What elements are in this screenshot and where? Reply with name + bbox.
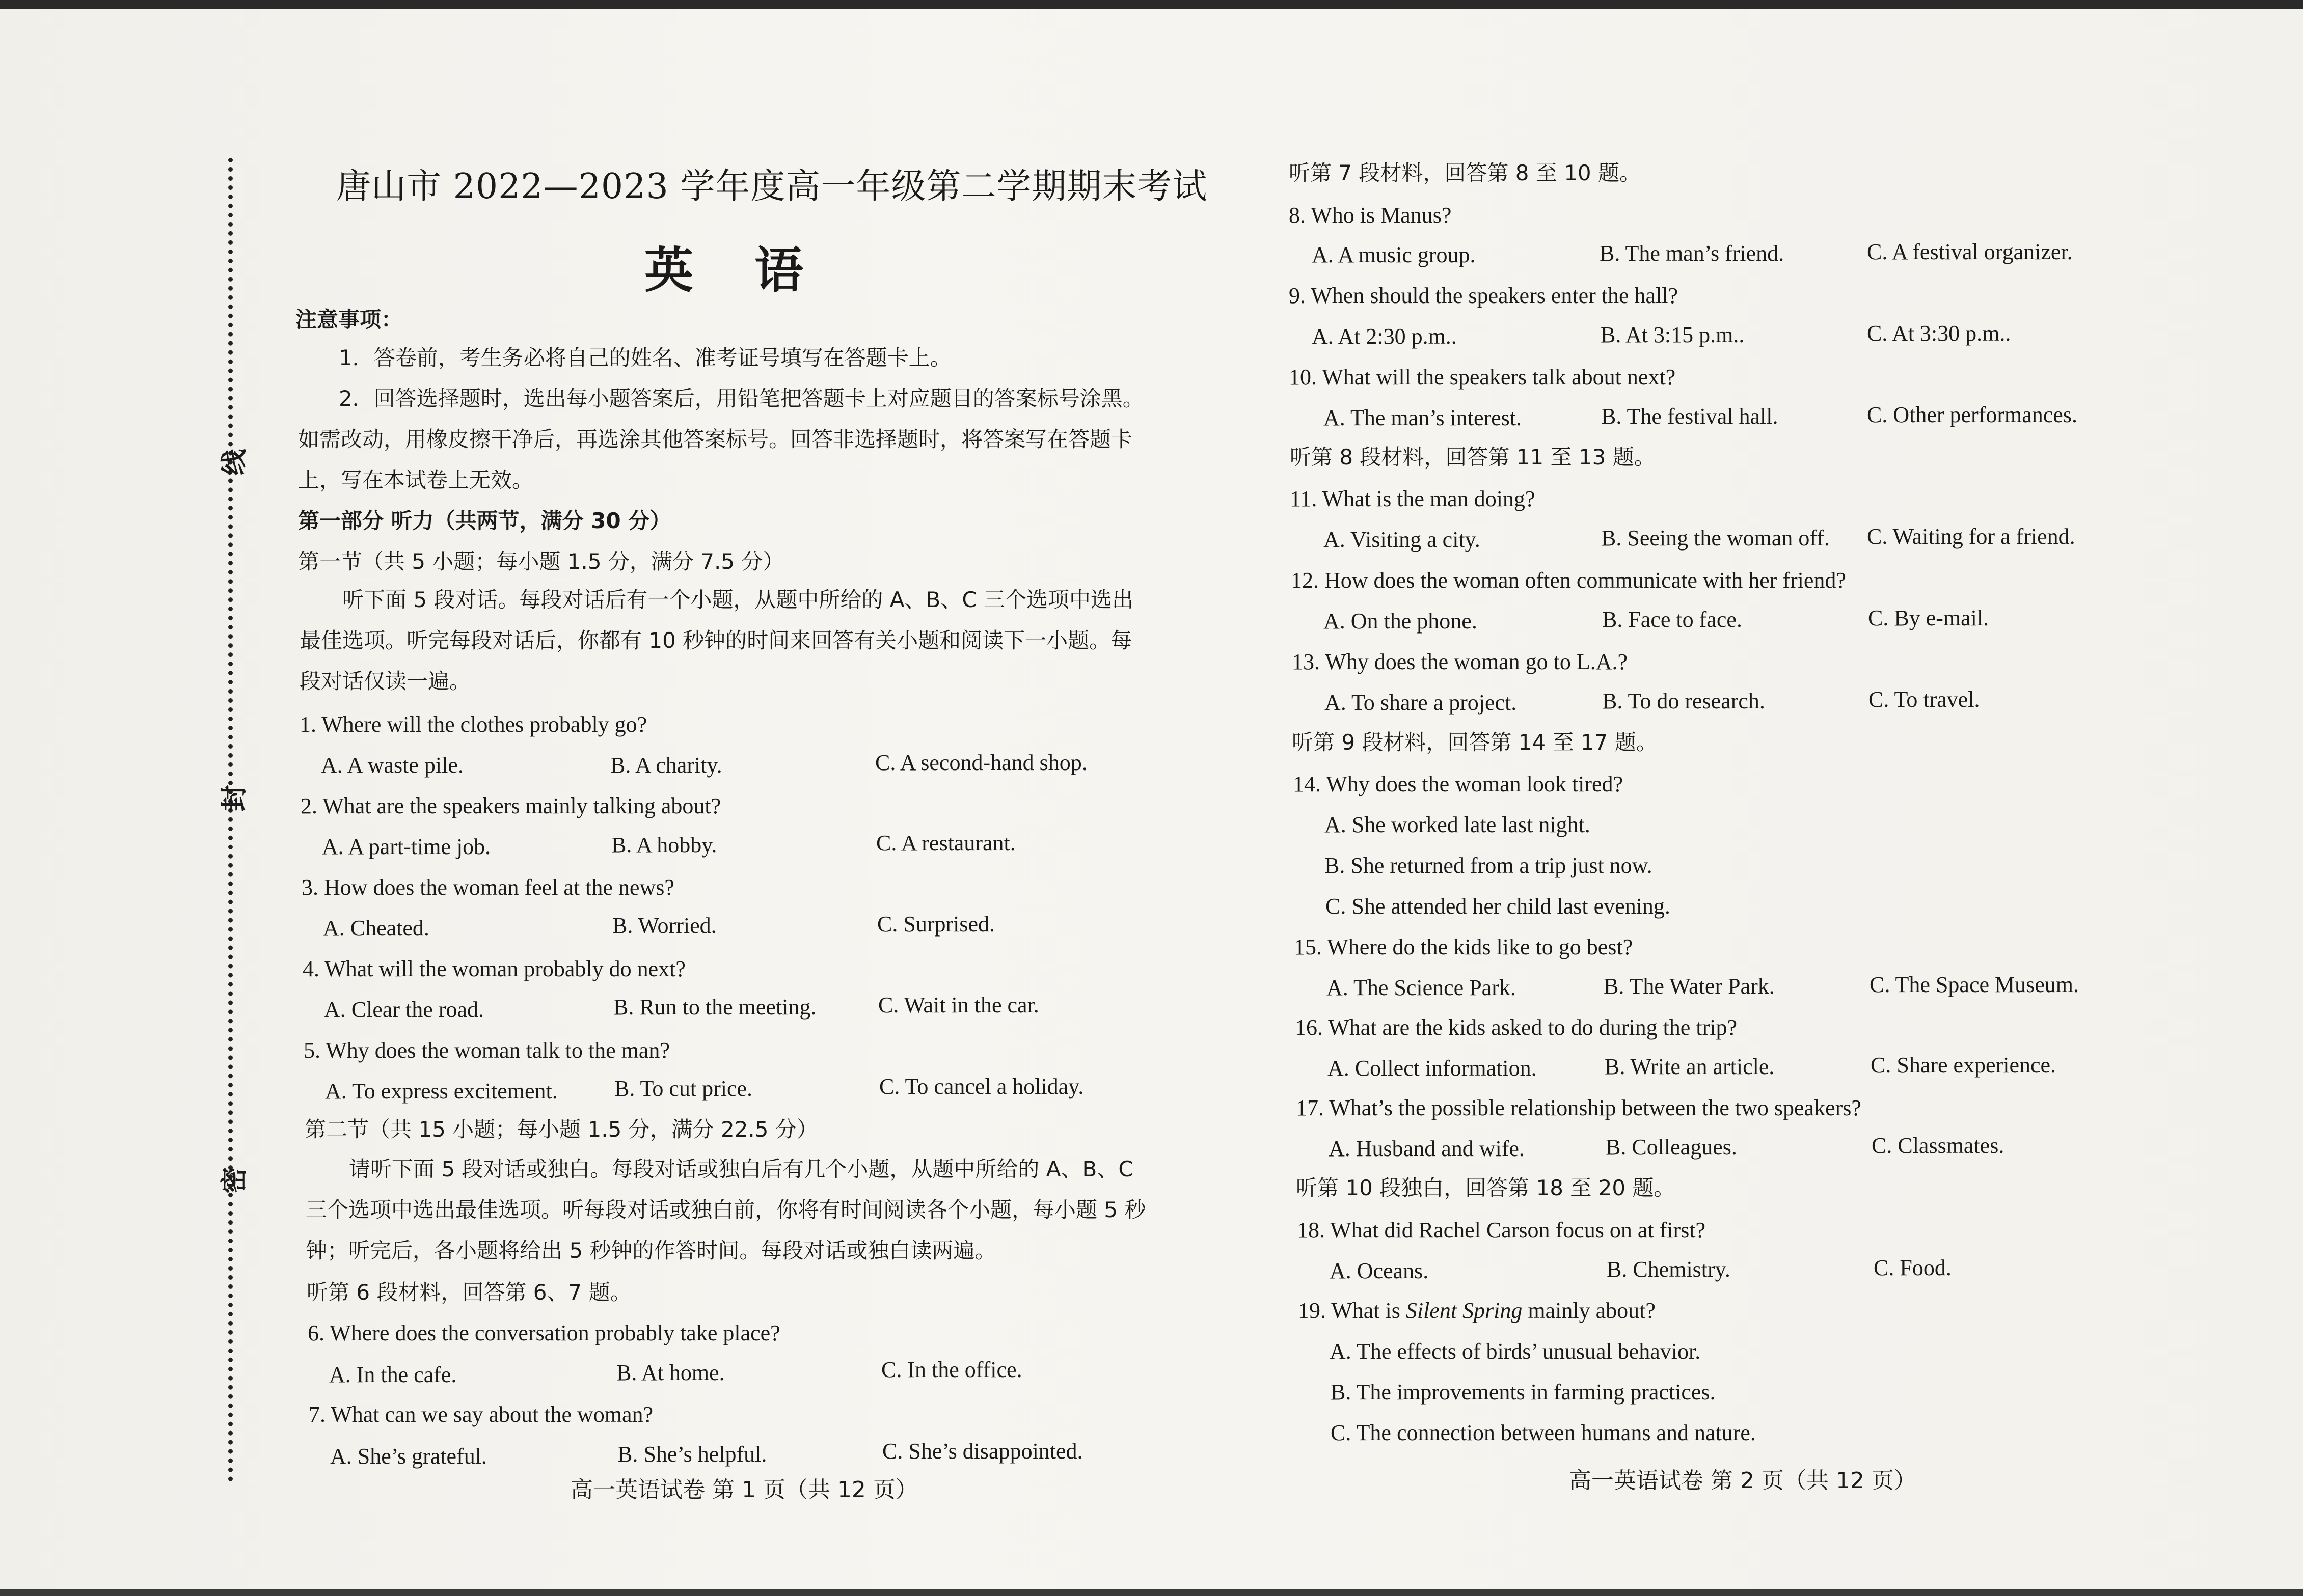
option-b: B. A charity.	[610, 753, 722, 778]
option-b: B. Seeing the woman off.	[1601, 526, 1830, 551]
option-c: C. At 3:30 p.m..	[1867, 321, 2011, 346]
option-b: B. Worried.	[612, 913, 717, 938]
option-b: B. The improvements in farming practices.	[1331, 1380, 1716, 1405]
option-b: B. Chemistry.	[1607, 1257, 1730, 1282]
option-a: A. On the phone.	[1323, 609, 1477, 634]
section1-instruction: 听下面 5 段对话。每段对话后有一个小题，从题中所给的 A、B、C 三个选项中选出	[342, 587, 1133, 612]
option-b: B. The man’s friend.	[1600, 241, 1784, 266]
margin-label-feng: 封	[220, 785, 250, 812]
section2-heading: 第二节（共 15 小题；每小题 1.5 分，满分 22.5 分）	[305, 1117, 818, 1142]
section1-instruction: 段对话仅读一遍。	[300, 669, 471, 694]
option-c: C. Wait in the car.	[878, 993, 1039, 1017]
option-c: C. By e-mail.	[1868, 606, 1989, 630]
scan-bottom-edge	[0, 1589, 2303, 1596]
option-a: A. Oceans.	[1330, 1258, 1429, 1283]
part1-heading: 第一部分 听力（共两节，满分 30 分）	[298, 508, 671, 533]
option-a: A. She’s grateful.	[330, 1444, 487, 1469]
option-a: A. The man’s interest.	[1323, 405, 1522, 430]
exam-subject: 英语	[644, 242, 864, 299]
option-c: C. In the office.	[881, 1357, 1022, 1382]
option-a: A. Clear the road.	[324, 997, 484, 1022]
option-c: C. Food.	[1874, 1255, 1952, 1280]
page-footer-right: 高一英语试卷 第 2 页（共 12 页）	[1569, 1468, 1916, 1494]
option-c: C. The connection between humans and nature.	[1331, 1420, 1756, 1445]
option-b: B. The festival hall.	[1601, 404, 1778, 429]
option-c: C. Other performances.	[1867, 402, 2077, 427]
material-heading: 听第 8 段材料，回答第 11 至 13 题。	[1290, 445, 1656, 470]
option-a: A. In the cafe.	[329, 1362, 457, 1387]
option-b: B. Colleagues.	[1606, 1135, 1737, 1160]
option-b: B. She returned from a trip just now.	[1324, 853, 1652, 878]
question-text: 12. How does the woman often communicate with her friend?	[1291, 568, 1846, 593]
option-a: A. At 2:30 p.m..	[1312, 324, 1457, 349]
book-title: Silent Spring	[1405, 1298, 1523, 1323]
option-b: B. To cut price.	[614, 1076, 753, 1101]
option-a: A. Visiting a city.	[1323, 527, 1480, 552]
option-c: C. She’s disappointed.	[882, 1439, 1083, 1464]
question-text: 1. Where will the clothes probably go?	[300, 712, 647, 737]
question-text	[1298, 1297, 1656, 1325]
option-a: A. The Science Park.	[1326, 975, 1516, 1000]
exam-title: 唐山市 2022—2023 学年度高一年级第二学期期末考试	[336, 167, 1208, 207]
material-heading: 听第 7 段材料，回答第 8 至 10 题。	[1289, 160, 1641, 185]
option-a: A. Cheated.	[323, 916, 429, 941]
option-b: B. At 3:15 p.m..	[1601, 322, 1745, 347]
option-a: A. Husband and wife.	[1329, 1136, 1525, 1161]
question-text: 3. How does the woman feel at the news?	[302, 875, 674, 900]
option-c: C. Waiting for a friend.	[1867, 524, 2075, 549]
notice-line: 1．答卷前，考生务必将自己的姓名、准考证号填写在答题卡上。	[339, 345, 952, 370]
option-a: A. A music group.	[1312, 242, 1476, 267]
option-b: B. Write an article.	[1605, 1054, 1775, 1079]
option-b: B. At home.	[616, 1360, 725, 1385]
section2-instruction: 三个选项中选出最佳选项。听每段对话或独白前，你将有时间阅读各个小题，每小题 5 秒	[306, 1197, 1146, 1222]
question-text: 11. What is the man doing?	[1290, 486, 1535, 511]
option-c: C. The Space Museum.	[1870, 972, 2079, 997]
option-a: A. She worked late last night.	[1324, 812, 1590, 837]
option-c: C. Share experience.	[1871, 1053, 2056, 1078]
option-b: B. A hobby.	[611, 833, 717, 858]
notice-line: 上，写在本试卷上无效。	[298, 467, 534, 492]
question-text: 6. Where does the conversation probably take place?	[308, 1320, 780, 1345]
option-b: B. To do research.	[1602, 689, 1765, 713]
option-c: C. A restaurant.	[876, 831, 1016, 856]
question-text: 16. What are the kids asked to do during the trip?	[1295, 1015, 1737, 1040]
option-a: A. To express excitement.	[325, 1079, 558, 1104]
question-text: 17. What’s the possible relationship between the two speakers?	[1296, 1095, 1861, 1120]
section2-instruction: 请听下面 5 段对话或独白。每段对话或独白后有几个小题，从题中所给的 A、B、C	[349, 1157, 1133, 1181]
option-a: A. To share a project.	[1324, 690, 1517, 715]
question-text: 10. What will the speakers talk about next?	[1289, 365, 1676, 390]
notice-line: 2．回答选择题时，选出每小题答案后，用铅笔把答题卡上对应题目的答案标号涂黑。	[339, 386, 1144, 411]
question-text: 14. Why does the woman look tired?	[1293, 772, 1623, 796]
option-c: C. A second-hand shop.	[875, 750, 1088, 775]
option-c: C. Surprised.	[877, 912, 995, 937]
option-b: B. Run to the meeting.	[613, 995, 817, 1020]
section2-instruction: 钟；听完后，各小题将给出 5 秒钟的作答时间。每段对话或独白读两遍。	[306, 1238, 996, 1263]
material-heading: 听第 9 段材料，回答第 14 至 17 题。	[1292, 730, 1658, 755]
option-c: C. A festival organizer.	[1867, 239, 2073, 264]
option-a: A. A waste pile.	[321, 753, 464, 778]
option-c: C. To travel.	[1868, 687, 1980, 712]
page-footer-left: 高一英语试卷 第 1 页（共 12 页）	[571, 1477, 918, 1503]
margin-label-mi: 密	[220, 1167, 250, 1194]
question-text: 18. What did Rachel Carson focus on at first?	[1297, 1218, 1705, 1243]
margin-label-xian: 线	[220, 449, 250, 476]
question-text: 8. Who is Manus?	[1289, 203, 1452, 228]
question-text: 2. What are the speakers mainly talking about?	[301, 793, 721, 818]
option-c: C. Classmates.	[1872, 1133, 2004, 1158]
question-prefix: 19. What is	[1298, 1298, 1406, 1323]
question-text: 7. What can we say about the woman?	[309, 1402, 654, 1427]
option-c: C. To cancel a holiday.	[879, 1074, 1084, 1099]
material-heading: 听第 10 段独白，回答第 18 至 20 题。	[1296, 1175, 1675, 1200]
option-b: B. She’s helpful.	[617, 1442, 767, 1467]
question-text: 13. Why does the woman go to L.A.?	[1292, 649, 1628, 674]
question-text: 5. Why does the woman talk to the man?	[304, 1038, 670, 1063]
option-c: C. She attended her child last evening.	[1325, 894, 1670, 919]
option-a: A. Collect information.	[1327, 1056, 1537, 1081]
option-b: B. Face to face.	[1602, 607, 1742, 632]
option-b: B. The Water Park.	[1604, 974, 1775, 999]
option-a: A. The effects of birds’ unusual behavior.	[1330, 1339, 1701, 1364]
option-a: A. A part-time job.	[322, 834, 491, 859]
binding-dashed-line	[228, 158, 233, 1482]
question-text: 9. When should the speakers enter the hall?	[1289, 283, 1678, 308]
question-suffix: mainly about?	[1522, 1298, 1656, 1323]
section1-heading: 第一节（共 5 小题；每小题 1.5 分，满分 7.5 分）	[298, 549, 784, 574]
section1-instruction: 最佳选项。听完每段对话后，你都有 10 秒钟的时间来回答有关小题和阅读下一小题。每	[300, 628, 1132, 653]
material-heading: 听第 6 段材料，回答第 6、7 题。	[307, 1280, 632, 1305]
notice-heading: 注意事项：	[295, 307, 403, 332]
question-text: 4. What will the woman probably do next?	[303, 956, 686, 981]
notice-line: 如需改动，用橡皮擦干净后，再选涂其他答案标号。回答非选择题时，将答案写在答题卡	[298, 427, 1133, 452]
question-text: 15. Where do the kids like to go best?	[1294, 934, 1633, 959]
scan-top-edge	[0, 0, 2303, 9]
